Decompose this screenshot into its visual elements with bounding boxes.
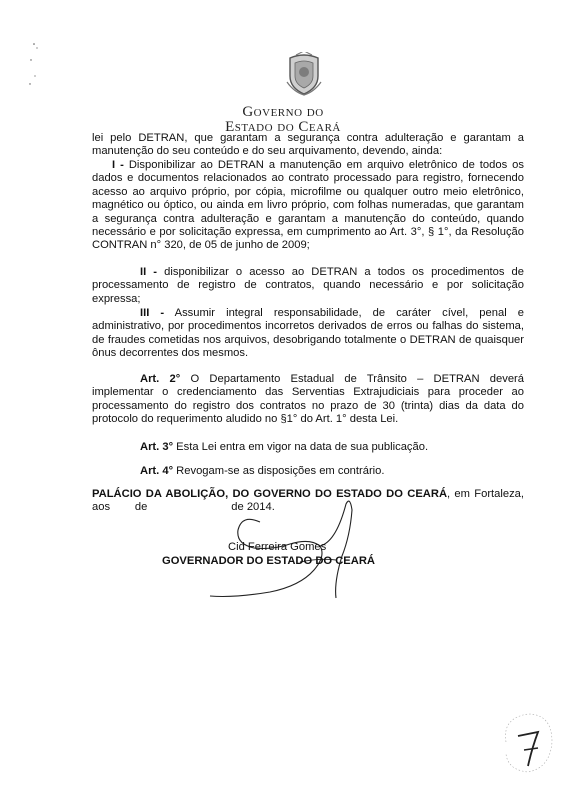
- article-2-text: O Departamento Estadual de Trânsito – DETRAN deverá implementar o credenciamento das Serventias Extrajudiciais para proceder ao processamento do registro dos contratos no prazo de 30 (trinta) dias da data do protocolo do requerimento aludido no §1° do Art. 1° desta Lei.: [92, 373, 524, 426]
- signatory-title: GOVERNADOR DO ESTADO DO CEARÁ: [162, 555, 375, 567]
- item-i-label: I -: [112, 159, 124, 171]
- article-4-paragraph: [92, 465, 524, 478]
- intro-paragraph: lei pelo DETRAN, que garantam a segurança contra adulteração e garantam a manutenção do seu conteúdo e do seu arquivamento, devendo, ainda:: [92, 132, 524, 158]
- item-iii-paragraph: [92, 307, 524, 361]
- letterhead-government: Governo do: [242, 104, 324, 120]
- item-ii-paragraph: [92, 266, 524, 306]
- article-3-text: Esta Lei entra em vigor na data de sua publicação.: [173, 441, 429, 453]
- item-i-text: Disponibilizar ao DETRAN a manutenção em arquivo eletrônico de todos os dados e documentos relacionados ao contrato processado para registro, fornecendo acesso ao arquivo próprio, por cópia, microfilme ou qualquer outro meio eletrônico, magnético ou óptico, ou ainda em livro próprio, com folhas numeradas, que garantam a segurança contra adulteração e garantam a manutenção do conteúdo, quando necessário e por solicitação expressa, em cumprimento ao Art. 3°, § 1°, da Resolução CONTRAN n° 320, de 05 de junho de 2009;: [92, 159, 524, 252]
- item-i-paragraph: [92, 159, 524, 253]
- state-coat-of-arms-icon: [284, 52, 324, 96]
- closing-date: , em Fortaleza, aos de de 2014.: [92, 488, 528, 514]
- scan-specks: [24, 40, 44, 110]
- article-2-paragraph: [92, 373, 524, 427]
- item-iii-text: Assumir integral responsabilidade, de caráter cível, penal e administrativo, por procedimentos incorretos derivados de erros ou falhas do sistema, de fraudes cometidas nos arquivos, desobrigando totalmente o DETRAN de quaisquer ônus decorrentes dos mesmos.: [92, 307, 524, 360]
- article-4-label: Art. 4°: [140, 465, 174, 477]
- letterhead-state: Estado do Ceará: [225, 119, 341, 135]
- item-ii-label: II -: [140, 266, 158, 278]
- closing-palace: PALÁCIO DA ABOLIÇÃO, DO GOVERNO DO ESTADO DO CEARÁ: [92, 488, 448, 500]
- signatory-name: Cid Ferreira Gomes: [228, 541, 327, 553]
- article-3-paragraph: [92, 441, 524, 454]
- item-iii-label: III -: [140, 307, 165, 319]
- article-3-label: Art. 3°: [140, 441, 174, 453]
- article-4-text: Revogam-se as disposições em contrário.: [173, 465, 385, 477]
- article-2-label: Art. 2°: [140, 373, 181, 385]
- handwritten-page-number: [498, 708, 558, 778]
- item-ii-text: disponibilizar o acesso ao DETRAN a todos os procedimentos de processamento de registro de contratos, quando necessário e por solicitação expressa;: [92, 266, 524, 305]
